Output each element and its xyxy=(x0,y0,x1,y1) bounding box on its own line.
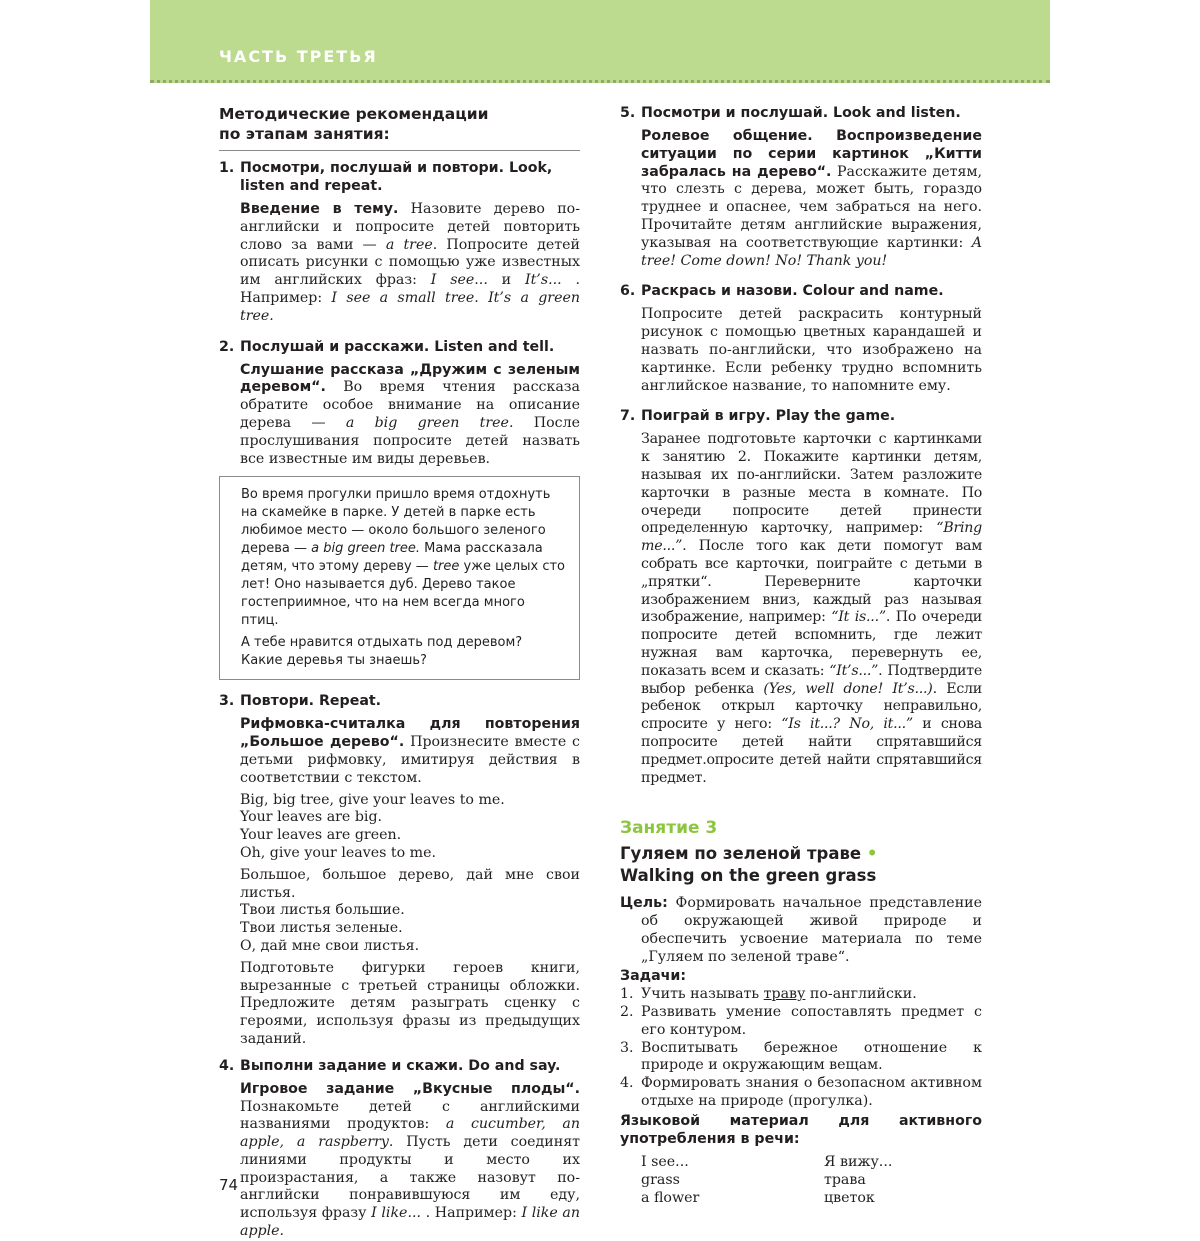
list-item: 3. Воспитывать бережное отношение к природе и окружающим вещам. xyxy=(620,1039,982,1074)
step-6-body: Попросите детей раскрасить контурный рисунок с помощью цветных карандашей и назвать по-английски, что изображено на картинке. Если ребенку трудно вспомнить английское название, то напомните ему. xyxy=(641,306,982,394)
step-7-title: 7. Поиграй в игру. Play the game. xyxy=(620,408,896,425)
vocab-ru: цветок xyxy=(824,1190,875,1207)
vocab-ru: трава xyxy=(824,1172,866,1189)
tasks-list xyxy=(620,986,982,1111)
step-5-title: 5. Посмотри и послушай. Look and listen. xyxy=(620,105,961,121)
list-item: 2. Развивать умение сопоставлять предмет с его контуром. xyxy=(620,1004,982,1038)
vocab-en: I see... xyxy=(641,1154,689,1171)
page-number: 74 xyxy=(219,1176,239,1194)
list-item: 1. Учить называть траву по-английски. xyxy=(620,986,917,1003)
step-3-extra: Подготовьте фигурки героев книги, вырезанные с третьей страницы обложки. Предложите детям разыграть сценку с героями, используя фразы из предыдущих заданий. xyxy=(240,959,580,1047)
step-7-body: Заранее подготовьте карточки с картинками к занятию 2. Покажите картинки детям, называя их по-английски. Затем разложите карточки в разные места в комнате. По очереди попросите детей принести определенную карточку, например: “Bring me...”. После того как дети помогут вам собрать все карточки, поиграйте с детьми в „прятки“. Переверните карточки изображением вниз, каждый раз называя изображение, например: “It is...”. По очереди попросите детей вспомнить, где лежит нужная вам карточка, перевернуть ее, показать всем и сказать: “It’s...”. Подтвердите выбор ребенка (Yes, well done! It’s...). Если ребенок открыл карточку неправильно, спросите у него: “Is it...? No, it...” и снова попросите детей найти спрятавшийся предмет.опросите детей найти спрятавшийся предмет. xyxy=(641,431,983,786)
step-2-title: 2. Послушай и расскажи. Listen and tell. xyxy=(219,338,555,355)
story-box xyxy=(219,476,580,680)
vocab-en: grass xyxy=(641,1172,680,1189)
left-column xyxy=(219,104,580,1241)
tasks-label: Задачи: xyxy=(620,968,687,985)
vocab-en: a flower xyxy=(641,1190,700,1207)
step-6-title: 6. Раскрась и назови. Colour and name. xyxy=(620,283,944,300)
step-1-body: Введение в тему. Назовите дерево по-английски и попросите детей повторить слово за вами — a tree. Попросите детей описать рисунки с помощью уже известных им английских фраз: I see... и It’s... . Например: I see a small tree. It’s a green tree. xyxy=(240,201,581,324)
vocab-ru: Я вижу... xyxy=(824,1154,893,1171)
bullet-dot: • xyxy=(866,844,878,864)
story-question: А тебе нравится отдыхать под деревом? Какие деревья ты знаешь? xyxy=(241,635,523,669)
rhyme-russian: Большое, большое дерево, дай мне свои листья. Твои листья большие. Твои листья зеленые. О, дай мне свои листья. xyxy=(240,866,580,954)
rhyme-english: Big, big tree, give your leaves to me. Your leaves are big. Your leaves are green. Oh, give your leaves to me. xyxy=(240,791,505,861)
step-5-body: Ролевое общение. Воспроизведение ситуации по серии картинок „Китти забралась на дерево“. Расскажите детям, что слезть с дерева, может быть, гораздо труднее и опаснее, чем забраться на него. Прочитайте детям английские выражения, указывая на соответствующие картинки: A tree! Come down! No! Thank you! xyxy=(641,128,982,269)
step-3-body: Рифмовка-считалка для повторения „Большое дерево“. Произнесите вместе с детьми рифмовку, имитируя действия в соответствии с текстом. xyxy=(240,716,580,786)
lesson-number: Занятие 3 xyxy=(620,818,718,839)
lesson-title: Гуляем по зеленой траве • Walking on the green grass xyxy=(620,844,878,886)
header-band xyxy=(150,0,1050,83)
lesson-goal: Цель: Формировать начальное представление об окружающей живой природе и обеспечить усвоение материала по теме „Гуляем по зеленой траве“. xyxy=(620,895,982,965)
part-title: ЧАСТЬ ТРЕТЬЯ xyxy=(219,47,378,66)
step-3-title: 3. Повтори. Repeat. xyxy=(219,693,382,710)
step-4-title: 4. Выполни задание и скажи. Do and say. xyxy=(219,1057,561,1074)
list-item: 4. Формировать знания о безопасном активном отдыхе на природе (прогулка). xyxy=(620,1075,982,1110)
right-column xyxy=(620,104,982,1208)
heading-rule xyxy=(219,150,580,151)
step-2-body: Слушание рассказа „Дружим с зеленым деревом“. Во время чтения рассказа обратите особое внимание на описание дерева — a big green tree. После прослушивания попросите детей назвать все известные им виды деревьев. xyxy=(240,361,581,467)
step-1-title: 1. Посмотри, послушай и повтори. Look, listen and repeat. xyxy=(219,160,553,194)
story-text: Во время прогулки пришло время отдохнуть на скамейке в парке. У детей в парке есть любимое место — около большого зеленого дерева — a big green tree. Мама рассказала детям, что этому дереву — tree уже целых сто лет! Оно называется дуб. Дерево такое гостеприимное, что на нем всегда много птиц. xyxy=(241,487,565,629)
language-material-label: Языковой материал для активного употребления в речи: xyxy=(620,1112,982,1147)
step-4-body: Игровое задание „Вкусные плоды“. Познакомьте детей с английскими названиями продуктов: a cucumber, an apple, a raspberry. Пусть дети соединят линиями продукты и место их произрастания, а также назовут по-английски понравившуюся им еду, используя фразу I like... . Например: I like an apple. xyxy=(240,1080,580,1240)
section-heading: Методические рекомендации по этапам занятия: xyxy=(219,105,489,143)
